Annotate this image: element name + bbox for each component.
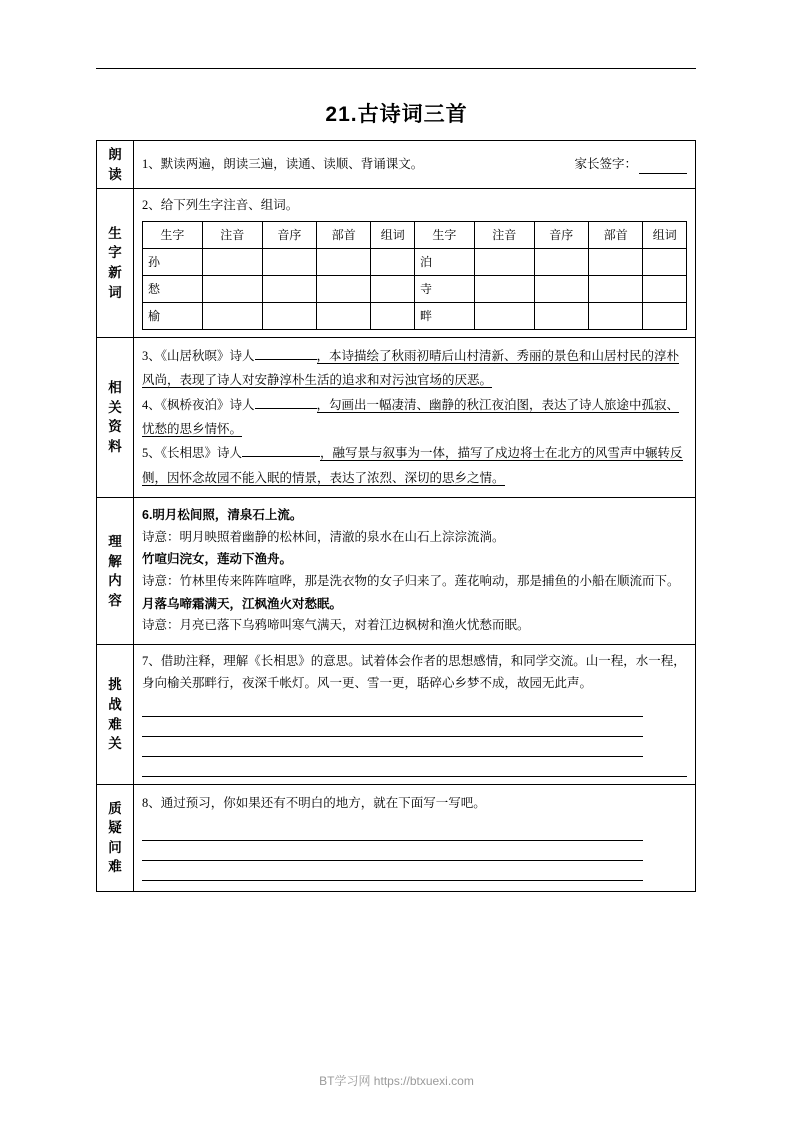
writing-line[interactable] bbox=[142, 717, 643, 737]
row-label-materials-char-1: 关 bbox=[108, 399, 122, 415]
material-item bbox=[142, 393, 687, 442]
worksheet-table bbox=[96, 140, 696, 892]
table-header-row bbox=[143, 221, 687, 248]
col-header: 生字 bbox=[414, 221, 474, 248]
row-label-materials-char-2: 资 bbox=[108, 419, 122, 435]
answer-cell[interactable] bbox=[589, 248, 643, 275]
row-label-questions-char-1: 疑 bbox=[108, 820, 122, 836]
answer-cell[interactable] bbox=[589, 275, 643, 302]
challenge-instruction: 7、借助注释，理解《长相思》的意思。试着体会作者的思想感情，和同学交流。山一程，水一程，身向榆关那畔行，夜深千帐灯。风一更、雪一更，聒碎心乡梦不成，故园无此声。 bbox=[142, 654, 686, 690]
row-label-challenge-char-3: 关 bbox=[108, 736, 122, 752]
row-label-newwords-char-2: 新 bbox=[108, 264, 122, 280]
row-label-newwords-char-0: 生 bbox=[108, 225, 122, 241]
answer-cell[interactable] bbox=[262, 302, 316, 329]
row-label-questions-char-3: 难 bbox=[108, 859, 122, 875]
row-content-newwords bbox=[134, 189, 695, 337]
answer-cell[interactable] bbox=[643, 275, 687, 302]
page-title: 21.古诗词三首 bbox=[325, 103, 468, 126]
poem-meaning: 诗意：竹林里传来阵阵喧哗，那是洗衣物的女子归来了。莲花响动，那是捕鱼的小船在顺流而下。 bbox=[142, 573, 680, 588]
answer-cell[interactable] bbox=[202, 302, 262, 329]
row-label-newwords bbox=[97, 189, 134, 337]
answer-cell[interactable] bbox=[474, 302, 534, 329]
row-label-reading bbox=[97, 141, 134, 188]
writing-line[interactable] bbox=[142, 821, 643, 841]
row-challenge bbox=[97, 645, 695, 785]
newwords-prompt: 2、给下列生字注音、组词。 bbox=[142, 198, 299, 213]
material-tail: ，融写景与叙事为一体，描写了戍边将士在北方的风雪声中辗转反侧，因怀念故园不能入眠的情景，表达了浓烈、深切的思乡之情。 bbox=[142, 446, 683, 485]
row-content-materials bbox=[134, 338, 695, 497]
row-content-challenge bbox=[134, 645, 695, 784]
questions-instruction: 8、通过预习，你如果还有不明白的地方，就在下面写一写吧。 bbox=[142, 795, 486, 810]
newwords-table bbox=[142, 221, 687, 330]
material-tail: ，本诗描绘了秋雨初晴后山村清新、秀丽的景色和山居村民的淳朴风尚，表现了诗人对安静淳朴生活的追求和对污浊官场的厌恶。 bbox=[142, 348, 680, 388]
header-rule bbox=[96, 68, 696, 69]
parent-signature-label: 家长签字： bbox=[574, 156, 637, 171]
col-header: 生字 bbox=[143, 221, 203, 248]
poet-blank[interactable] bbox=[255, 347, 317, 360]
parent-signature bbox=[574, 154, 687, 175]
challenge-answer-area[interactable] bbox=[142, 697, 687, 777]
row-label-challenge bbox=[97, 645, 134, 784]
row-label-understanding-char-3: 容 bbox=[108, 592, 122, 608]
col-header: 组词 bbox=[371, 221, 415, 248]
writing-line[interactable] bbox=[142, 757, 687, 777]
col-header: 音序 bbox=[534, 221, 588, 248]
material-tail: ，勾画出一幅凄清、幽静的秋江夜泊图，表达了诗人旅途中孤寂、忧愁的思乡情怀。 bbox=[142, 397, 680, 436]
row-label-materials bbox=[97, 338, 134, 497]
answer-cell[interactable] bbox=[643, 248, 687, 275]
answer-cell[interactable] bbox=[371, 302, 415, 329]
material-item bbox=[142, 441, 687, 490]
row-materials bbox=[97, 338, 695, 498]
answer-cell[interactable] bbox=[474, 275, 534, 302]
row-reading bbox=[97, 141, 695, 189]
row-label-understanding-char-1: 解 bbox=[108, 553, 122, 569]
row-content-understanding bbox=[134, 498, 695, 644]
material-lead: 4、《枫桥夜泊》诗人 bbox=[142, 397, 255, 412]
table-row bbox=[143, 302, 687, 329]
row-label-materials-char-3: 料 bbox=[108, 438, 122, 454]
word-cell: 愁 bbox=[143, 275, 203, 302]
answer-cell[interactable] bbox=[317, 275, 371, 302]
row-questions bbox=[97, 785, 695, 891]
answer-cell[interactable] bbox=[202, 275, 262, 302]
answer-cell[interactable] bbox=[474, 248, 534, 275]
poem-line: 6.明月松间照，清泉石上流。 bbox=[142, 508, 303, 522]
site-watermark: BT学习网 https://btxuexi.com bbox=[319, 1074, 474, 1088]
answer-cell[interactable] bbox=[534, 302, 588, 329]
answer-cell[interactable] bbox=[534, 248, 588, 275]
writing-line[interactable] bbox=[142, 697, 643, 717]
row-label-challenge-char-0: 挑 bbox=[108, 677, 122, 693]
table-row bbox=[143, 248, 687, 275]
col-header: 注音 bbox=[202, 221, 262, 248]
questions-answer-area[interactable] bbox=[142, 821, 687, 881]
word-cell: 畔 bbox=[414, 302, 474, 329]
word-cell: 寺 bbox=[414, 275, 474, 302]
poet-blank[interactable] bbox=[242, 444, 320, 457]
col-header: 组词 bbox=[643, 221, 687, 248]
poem-meaning: 诗意：明月映照着幽静的松林间，清澈的泉水在山石上淙淙流淌。 bbox=[142, 529, 505, 544]
row-label-questions-char-2: 问 bbox=[108, 839, 122, 855]
answer-cell[interactable] bbox=[534, 275, 588, 302]
row-content-questions bbox=[134, 785, 695, 891]
poem-meaning: 诗意：月亮已落下乌鸦啼叫寒气满天，对着江边枫树和渔火忧愁而眠。 bbox=[142, 618, 530, 633]
writing-line[interactable] bbox=[142, 861, 643, 881]
row-label-challenge-char-1: 战 bbox=[108, 696, 122, 712]
answer-cell[interactable] bbox=[262, 248, 316, 275]
row-label-questions-char-0: 质 bbox=[108, 800, 122, 816]
parent-signature-blank[interactable] bbox=[639, 160, 687, 174]
row-label-newwords-char-1: 字 bbox=[108, 245, 122, 261]
answer-cell[interactable] bbox=[262, 275, 316, 302]
row-label-reading-char-0: 朗 bbox=[108, 147, 122, 162]
answer-cell[interactable] bbox=[589, 302, 643, 329]
answer-cell[interactable] bbox=[643, 302, 687, 329]
word-cell: 孙 bbox=[143, 248, 203, 275]
col-header: 部首 bbox=[589, 221, 643, 248]
row-label-newwords-char-3: 词 bbox=[108, 284, 122, 300]
word-cell: 泊 bbox=[414, 248, 474, 275]
col-header: 音序 bbox=[262, 221, 316, 248]
row-label-reading-char-1: 读 bbox=[108, 166, 122, 182]
col-header: 部首 bbox=[317, 221, 371, 248]
writing-line[interactable] bbox=[142, 841, 643, 861]
answer-cell[interactable] bbox=[371, 275, 415, 302]
material-item bbox=[142, 344, 687, 393]
answer-cell[interactable] bbox=[317, 302, 371, 329]
row-label-understanding bbox=[97, 498, 134, 644]
table-row bbox=[143, 275, 687, 302]
poem-line: 竹喧归浣女，莲动下渔舟。 bbox=[142, 552, 293, 567]
row-label-materials-char-0: 相 bbox=[108, 380, 122, 396]
reading-instruction: 1、默读两遍，朗读三遍，读通、读顺、背诵课文。 bbox=[142, 156, 424, 171]
row-label-understanding-char-2: 内 bbox=[108, 573, 122, 589]
poem-line: 月落乌啼霜满天，江枫渔火对愁眠。 bbox=[142, 596, 343, 611]
row-label-challenge-char-2: 难 bbox=[108, 716, 122, 732]
word-cell: 榆 bbox=[143, 302, 203, 329]
material-lead: 5、《长相思》诗人 bbox=[142, 446, 243, 461]
row-newwords bbox=[97, 189, 695, 338]
row-content-reading bbox=[134, 141, 695, 188]
answer-cell[interactable] bbox=[202, 248, 262, 275]
row-label-understanding-char-0: 理 bbox=[108, 533, 122, 549]
writing-line[interactable] bbox=[142, 737, 643, 757]
col-header: 注音 bbox=[474, 221, 534, 248]
row-label-questions bbox=[97, 785, 134, 891]
answer-cell[interactable] bbox=[317, 248, 371, 275]
answer-cell[interactable] bbox=[371, 248, 415, 275]
material-lead: 3、《山居秋暝》诗人 bbox=[142, 348, 255, 363]
poet-blank[interactable] bbox=[255, 396, 317, 409]
row-understanding bbox=[97, 498, 695, 645]
